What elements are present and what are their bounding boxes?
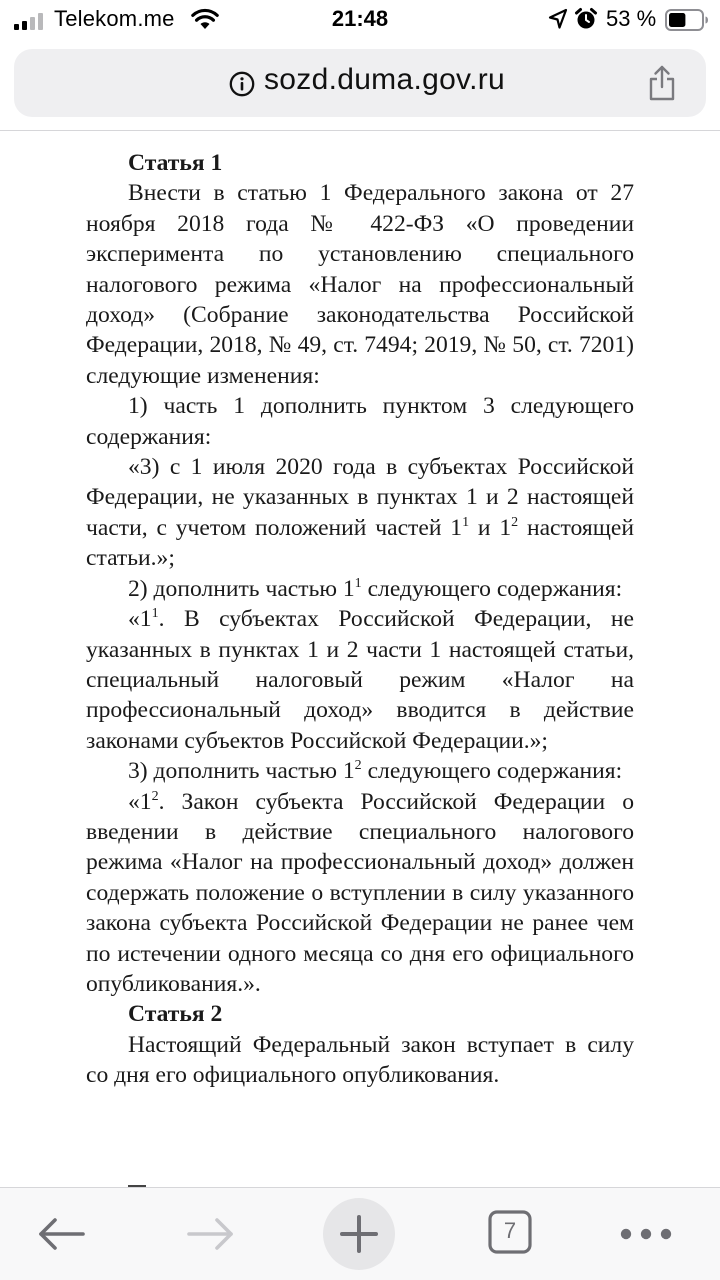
info-icon[interactable]: [229, 71, 255, 97]
share-icon[interactable]: [647, 65, 677, 101]
document-paragraph: 1) часть 1 дополнить пунктом 3 следующего содержания:: [86, 393, 634, 450]
new-tab-button[interactable]: [323, 1198, 395, 1270]
clock-time: 21:48: [331, 6, 389, 31]
battery-percent: 53 %: [606, 6, 657, 31]
article-heading: Статья 1: [128, 150, 223, 176]
document-paragraph: «$1^2$. Закон субъекта Российской Федерации о введении в действие специального налогового режима «Налог на профессиональный доход» должен содержать положение о вступлении в силу указанного закона субъекта Российской Федерации не ранее чем по истечении одного месяца со дня его официального опубликования.».: [86, 788, 634, 997]
tabs-button[interactable]: [488, 1210, 532, 1254]
status-bar: [0, 0, 720, 40]
document-content: [86, 148, 634, 1091]
document-paragraph: «$1^1$. В субъектах Российской Федерации, не указанных в пунктах 1 и 2 части 1 настоящей статьи, специальный налоговый режим «Налог на профессиональный доход» вводится в действие законами субъектов Российской Федерации.»;: [86, 606, 634, 754]
new-tab-plus-icon: [339, 1214, 379, 1254]
tab-count: 7: [503, 1218, 517, 1243]
forward-arrow-icon[interactable]: [186, 1216, 236, 1252]
url-domain[interactable]: sozd.duma.gov.ru: [264, 63, 506, 96]
document-paragraph: Внести в статью 1 Федерального закона от 27 ноября 2018 года № 422-ФЗ «О проведении эксперимента по установлению специального налогового режима «Налог на профессиональный доход» (Собрание законодательства Российской Федерации, 2018, № 49, ст. 7494; 2019, № 50, ст. 7201) следующие изменения:: [86, 180, 634, 389]
more-icon[interactable]: [620, 1228, 672, 1240]
address-bar[interactable]: [14, 49, 706, 117]
document-paragraph: 3) дополнить частью $1^2$ следующего содержания:: [128, 758, 623, 785]
document-paragraph: «3) с 1 июля 2020 года в субъектах Российской Федерации, не указанных в пунктах 1 и 2 настоящей части, с учетом положений частей $1^1$ и $1^2$ настоящей статьи.»;: [86, 454, 634, 572]
browser-toolbar: [0, 1188, 720, 1280]
document-paragraph: 2) дополнить частью $1^1$ следующего содержания:: [128, 575, 623, 602]
article-heading: Статья 2: [128, 1001, 223, 1028]
carrier-name: Telekom.me: [54, 6, 175, 31]
battery-icon: [665, 9, 709, 31]
alarm-icon: [574, 7, 598, 31]
header-divider: [0, 130, 720, 131]
back-arrow-icon[interactable]: [36, 1216, 86, 1252]
document-paragraph: Настоящий Федеральный закон вступает в силу со дня его официального опубликования.: [86, 1031, 634, 1089]
location-arrow-icon: [548, 8, 568, 30]
